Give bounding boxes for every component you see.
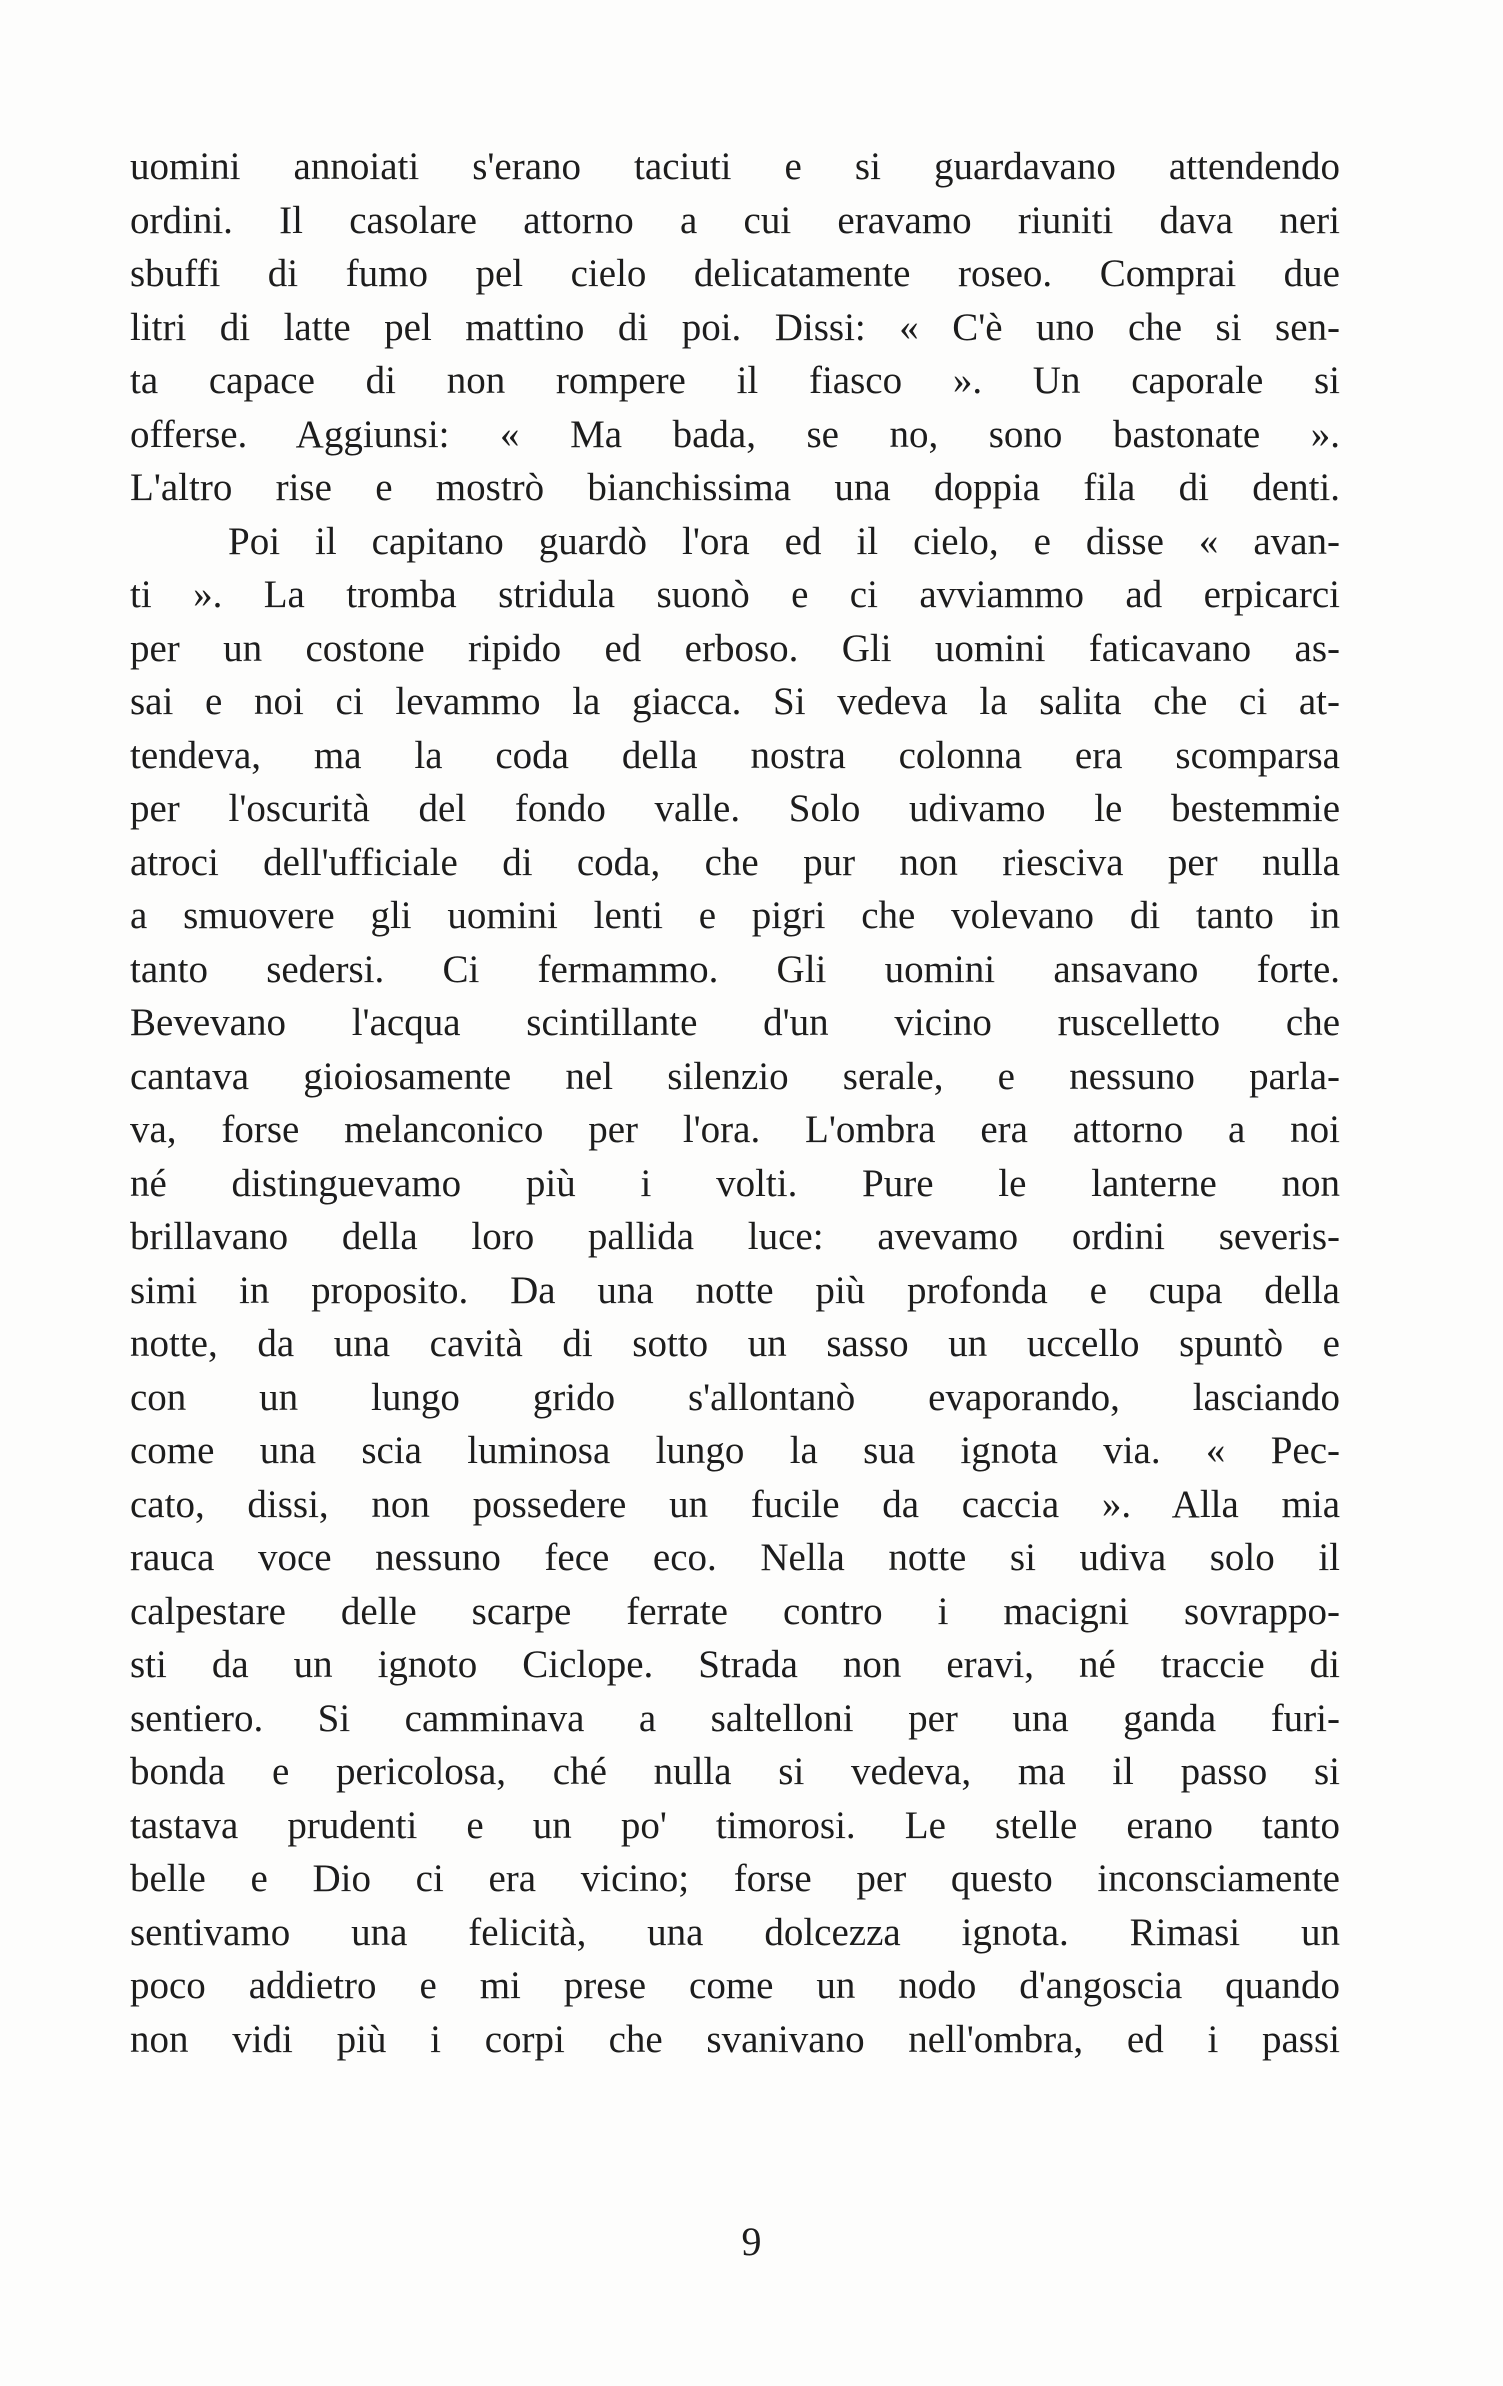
text-line: L'altro rise e mostrò bianchissima una doppia fila di denti. bbox=[130, 466, 1340, 509]
text-line: tastava prudenti e un po' timorosi. Le stelle erano tanto bbox=[130, 1803, 1340, 1847]
text-line: rauca voce nessuno fece eco. Nella notte si udiva solo il bbox=[130, 1536, 1340, 1579]
text-line: bonda e pericolosa, ché nulla si vedeva, ma il passo si bbox=[130, 1750, 1340, 1793]
text-line: notte, da una cavità di sotto un sasso un uccello spuntò e bbox=[130, 1322, 1340, 1365]
text-line: va, forse melanconico per l'ora. L'ombra era attorno a noi bbox=[130, 1108, 1340, 1151]
text-line: sti da un ignoto Ciclope. Strada non eravi, né traccie di bbox=[130, 1643, 1340, 1686]
text-line: per un costone ripido ed erboso. Gli uomini faticavano as- bbox=[130, 626, 1340, 670]
text-line: atroci dell'ufficiale di coda, che pur non riesciva per nulla bbox=[130, 840, 1340, 884]
text-line: come una scia luminosa lungo la sua ignota via. « Pec- bbox=[130, 1429, 1340, 1472]
text-line: cantava gioiosamente nel silenzio serale, e nessuno parla- bbox=[130, 1054, 1340, 1098]
text-line: sbuffi di fumo pel cielo delicatamente roseo. Comprai due bbox=[130, 252, 1340, 295]
text-line: sentivamo una felicità, una dolcezza ignota. Rimasi un bbox=[130, 1910, 1340, 1954]
text-line: Poi il capitano guardò l'ora ed il cielo, e disse « avan- bbox=[228, 519, 1340, 563]
text-line: tendeva, ma la coda della nostra colonna era scomparsa bbox=[130, 733, 1340, 777]
page-number: 9 bbox=[741, 2219, 762, 2264]
text-line: tanto sedersi. Ci fermammo. Gli uomini ansavano forte. bbox=[130, 947, 1340, 991]
text-line: cato, dissi, non possedere un fucile da caccia ». Alla mia bbox=[130, 1482, 1340, 1526]
text-line: poco addietro e mi prese come un nodo d'angoscia quando bbox=[130, 1964, 1340, 2007]
text-line: sentiero. Si camminava a saltelloni per una ganda furi- bbox=[130, 1696, 1340, 1740]
text-line: offerse. Aggiunsi: « Ma bada, se no, sono bastonate ». bbox=[130, 412, 1340, 456]
text-line: simi in proposito. Da una notte più profonda e cupa della bbox=[130, 1268, 1340, 1312]
text-line: sai e noi ci levammo la giacca. Si vedeva la salita che ci at- bbox=[130, 680, 1340, 723]
text-line: non vidi più i corpi che svanivano nell'ombra, ed i passi bbox=[130, 2017, 1340, 2061]
text-line: a smuovere gli uomini lenti e pigri che volevano di tanto in bbox=[130, 894, 1340, 937]
text-line: né distinguevamo più i volti. Pure le lanterne non bbox=[130, 1161, 1340, 1205]
text-line: belle e Dio ci era vicino; forse per questo inconsciamente bbox=[130, 1857, 1340, 1900]
text-line: con un lungo grido s'allontanò evaporando, lasciando bbox=[130, 1375, 1340, 1419]
text-line: ti ». La tromba stridula suonò e ci avviammo ad erpicarci bbox=[130, 573, 1340, 616]
body-text bbox=[130, 140, 1340, 2066]
text-line: per l'oscurità del fondo valle. Solo udivamo le bestemmie bbox=[130, 787, 1340, 830]
text-line: brillavano della loro pallida luce: avevamo ordini severis- bbox=[130, 1215, 1340, 1258]
text-line: Bevevano l'acqua scintillante d'un vicino ruscelletto che bbox=[130, 1001, 1340, 1044]
text-line: ordini. Il casolare attorno a cui eravamo riuniti dava neri bbox=[130, 198, 1340, 242]
text-line: uomini annoiati s'erano taciuti e si guardavano attendendo bbox=[130, 145, 1340, 188]
text-line: calpestare delle scarpe ferrate contro i macigni sovrappo- bbox=[130, 1589, 1340, 1633]
text-line: ta capace di non rompere il fiasco ». Un caporale si bbox=[130, 359, 1340, 402]
text-line: litri di latte pel mattino di poi. Dissi: « C'è uno che si sen- bbox=[130, 305, 1340, 349]
